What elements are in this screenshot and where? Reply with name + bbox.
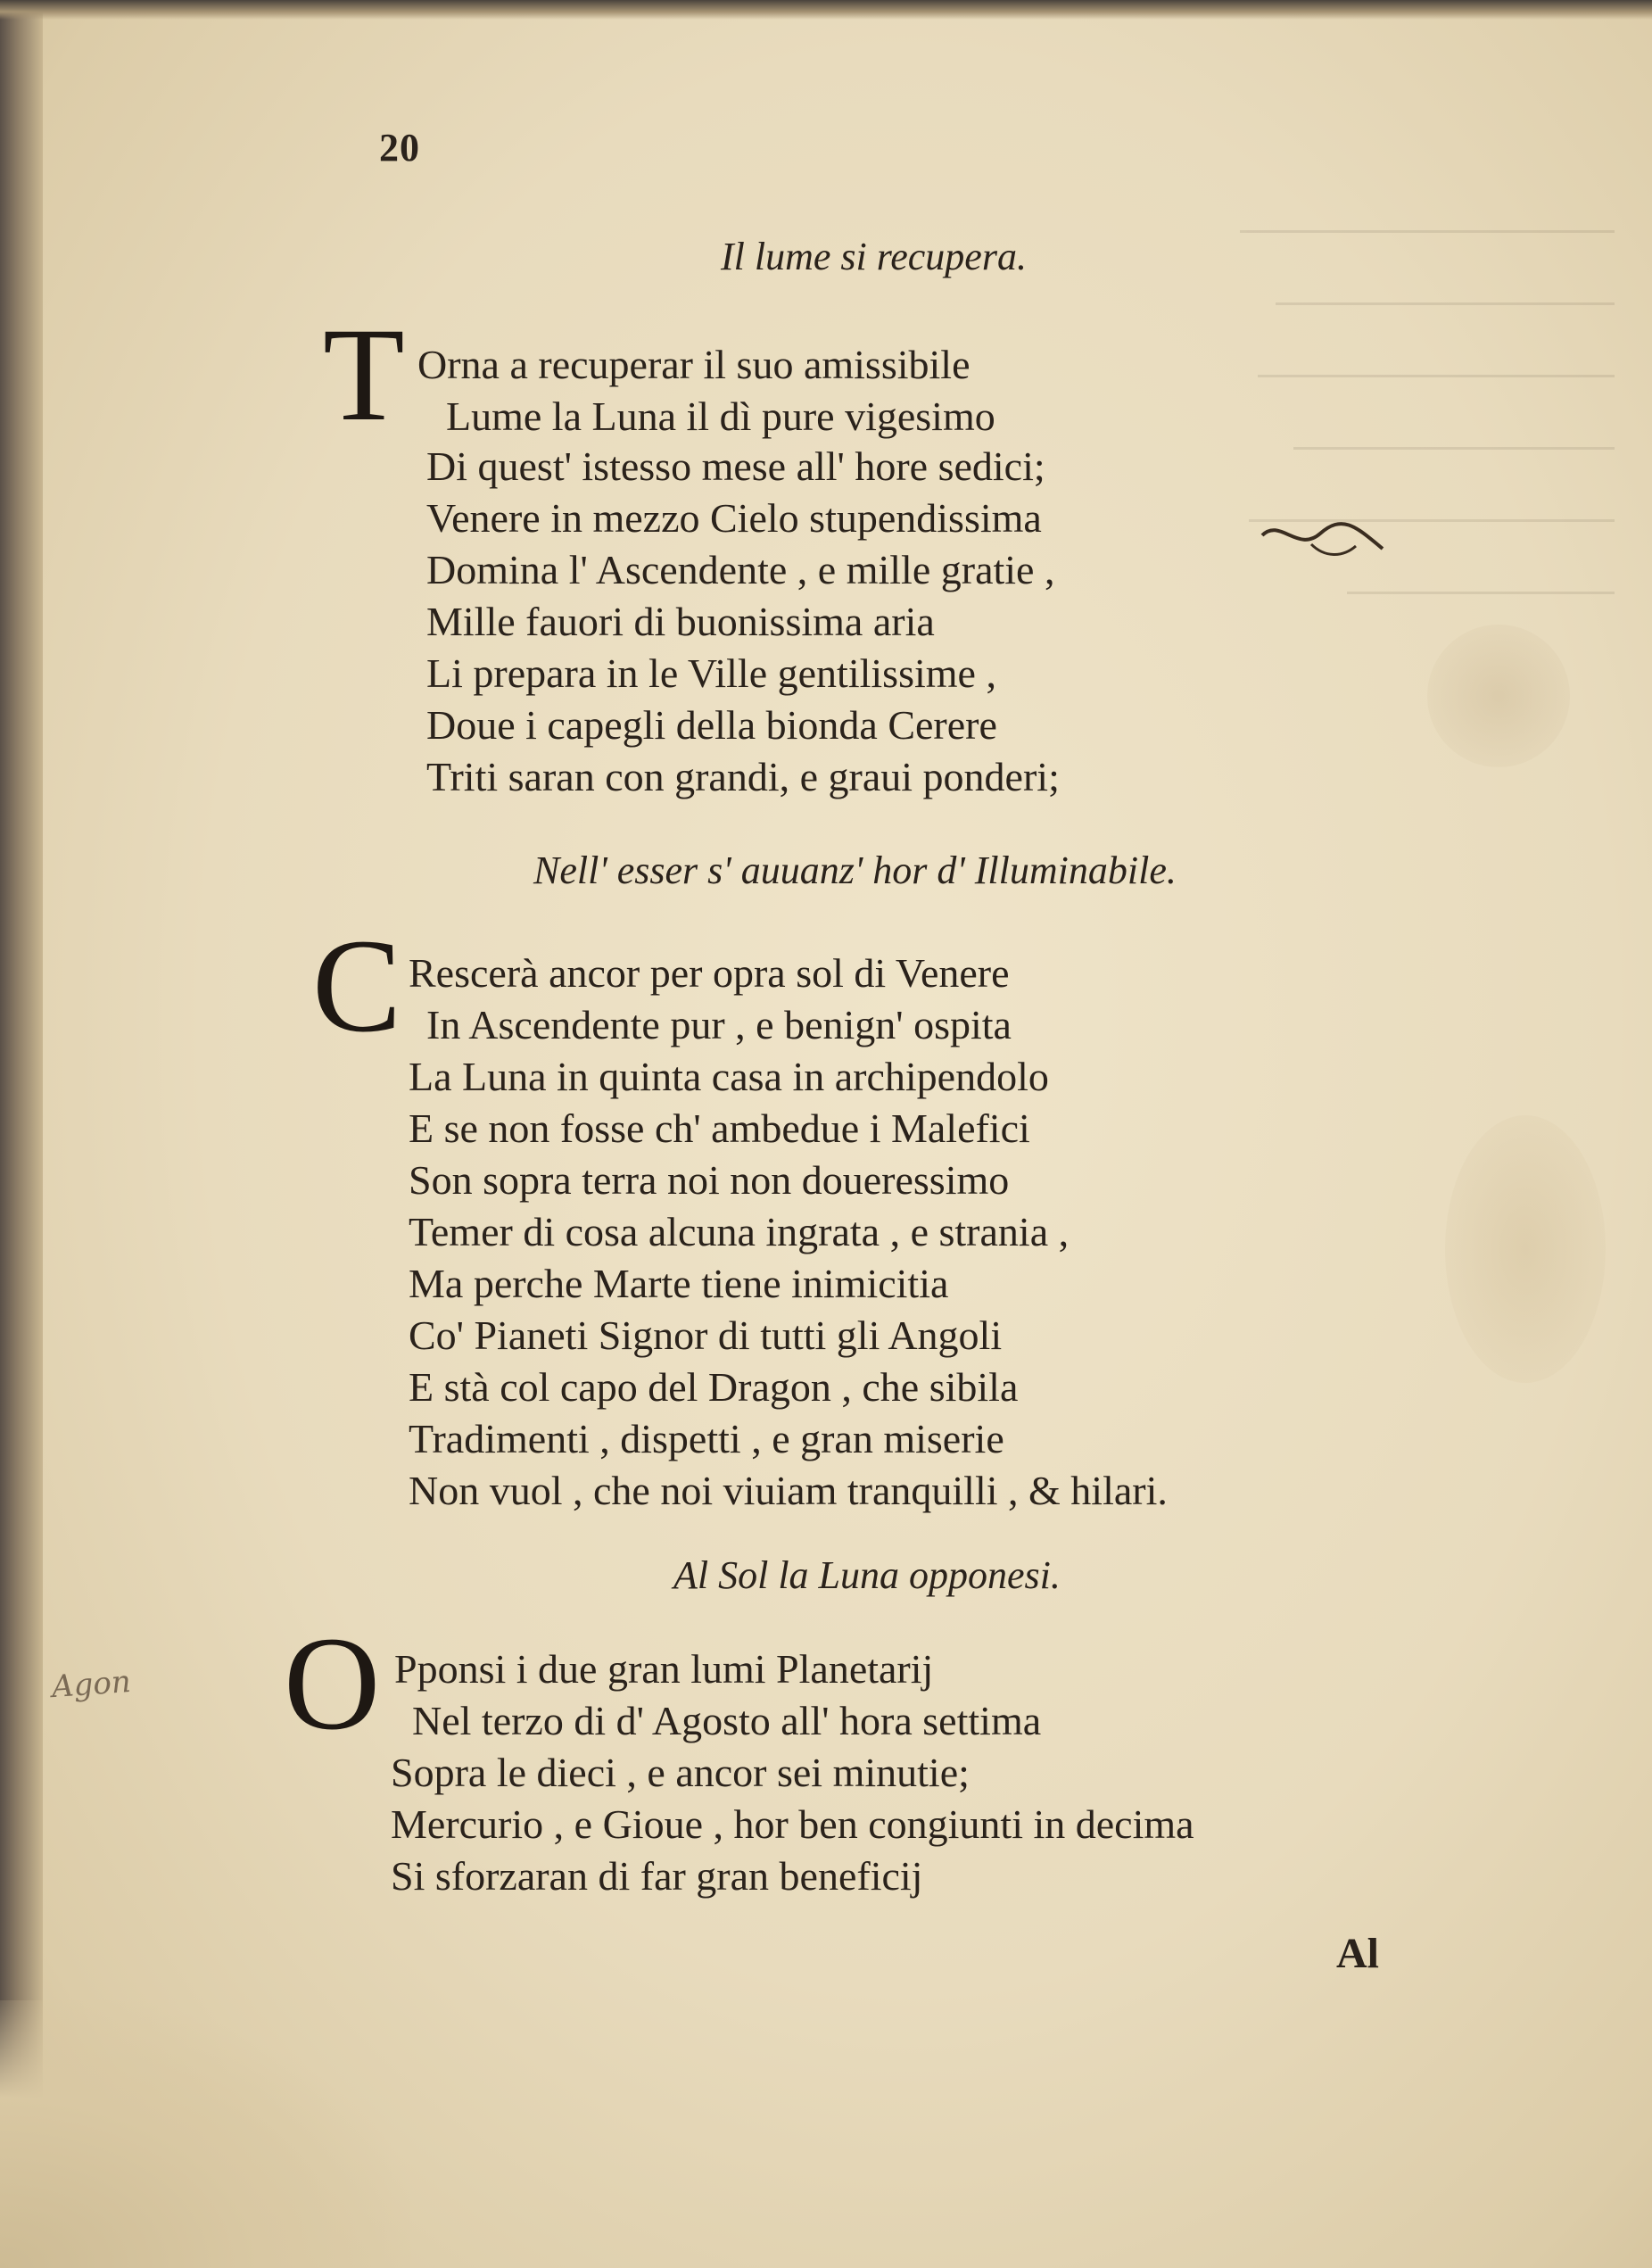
show-through-texture xyxy=(1186,161,1615,1856)
verse-line: Mercurio , e Gioue , hor ben congiunti in decima xyxy=(391,1801,1194,1847)
stanza xyxy=(391,1747,1194,1902)
verse-line: Lume la Luna il dì pure vigesimo xyxy=(446,393,995,439)
verse-line: Tradimenti , dispetti , e gran miserie xyxy=(409,1416,1004,1461)
verse-line: Venere in mezzo Cielo stupendissima xyxy=(426,495,1042,541)
stanza xyxy=(417,339,971,391)
verse-line: Pponsi i due gran lumi Planetarij xyxy=(394,1646,934,1692)
margin-annotation: Agon xyxy=(50,1663,132,1706)
stanza xyxy=(426,999,1012,1051)
page-number: 20 xyxy=(379,126,420,170)
verse-line: Di quest' istesso mese all' hore sedici; xyxy=(426,443,1045,489)
verse-line: Sopra le dieci , e ancor sei minutie; xyxy=(391,1750,970,1795)
verse-line: Non vuol , che noi viuiam tranquilli , & hilari. xyxy=(409,1468,1168,1513)
drop-cap: C xyxy=(312,912,402,1060)
page-edge-left xyxy=(0,0,43,2268)
stanza xyxy=(394,1643,933,1695)
drop-cap: O xyxy=(284,1610,381,1758)
verse-line: La Luna in quinta casa in archipendolo xyxy=(409,1054,1049,1099)
page-edge-top xyxy=(0,0,1652,20)
verse-line: Domina l' Ascendente , e mille gratie , xyxy=(426,547,1055,592)
verse-line: Temer di cosa alcuna ingrata , e strania , xyxy=(409,1209,1070,1254)
verse-line: Rescerà ancor per opra sol di Venere xyxy=(409,950,1010,996)
section-heading: Il lume si recupera. xyxy=(721,235,1027,278)
verse-line: Ma perche Marte tiene inimicitia xyxy=(409,1261,949,1306)
drop-cap: T xyxy=(323,301,405,449)
section-heading: Al Sol la Luna opponesi. xyxy=(673,1553,1061,1597)
verse-line: Doue i capegli della bionda Cerere xyxy=(426,702,997,748)
stanza xyxy=(409,948,1010,999)
ink-flourish-icon xyxy=(1258,509,1392,571)
verse-line: E stà col capo del Dragon , che sibila xyxy=(409,1364,1019,1410)
verse-line: Li prepara in le Ville gentilissime , xyxy=(426,650,996,696)
catchword: Al xyxy=(1336,1930,1379,1977)
stanza xyxy=(446,391,995,443)
verse-line: Son sopra terra noi non doueressimo xyxy=(409,1157,1010,1203)
corner-wear xyxy=(0,2000,410,2268)
verse-line: Si sforzaran di far gran beneficij xyxy=(391,1853,923,1899)
verse-line: Mille fauori di buonissima aria xyxy=(426,599,935,644)
verse-line: Orna a recuperar il suo amissibile xyxy=(417,342,971,387)
verse-line: Nel terzo di d' Agosto all' hora settima xyxy=(412,1698,1042,1743)
verse-line: E se non fosse ch' ambedue i Malefici xyxy=(409,1105,1030,1151)
verse-line: In Ascendente pur , e benign' ospita xyxy=(426,1002,1012,1047)
section-heading: Nell' esser s' auuanz' hor d' Illuminabile. xyxy=(533,848,1177,892)
stanza xyxy=(412,1695,1041,1747)
verse-line: Triti saran con grandi, e graui ponderi; xyxy=(426,754,1060,799)
stanza xyxy=(426,441,1060,803)
verse-line: Co' Pianeti Signor di tutti gli Angoli xyxy=(409,1312,1003,1358)
stanza xyxy=(409,1051,1168,1517)
